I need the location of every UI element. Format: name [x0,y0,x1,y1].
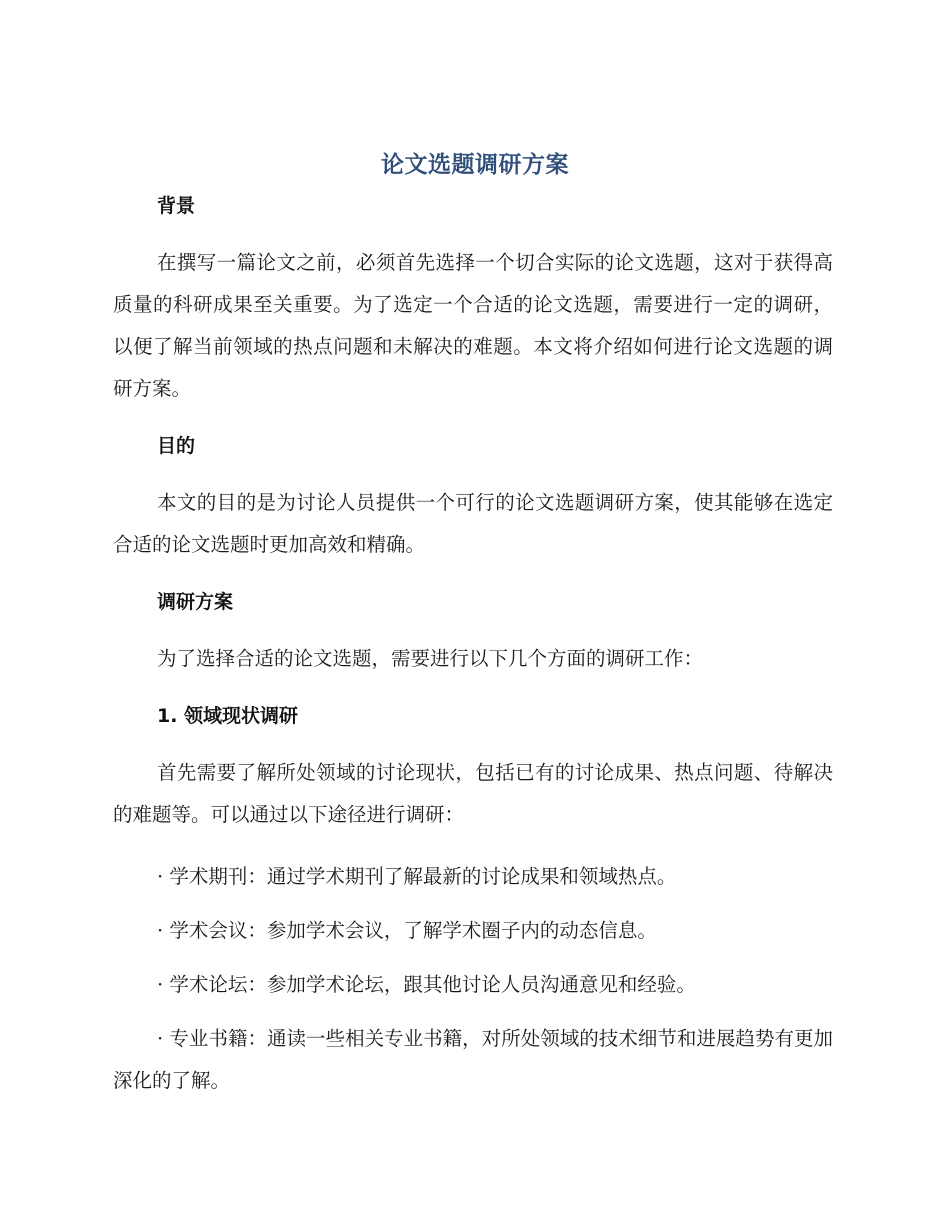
paragraph-background: 在撰写一篇论文之前，必须首先选择一个切合实际的论文选题，这对于获得高质量的科研成果至关重要。为了选定一个合适的论文选题，需要进行一定的调研，以便了解当前领域的热点问题和未解决的难题。本文将介绍如何进行论文选题的调研方案。 [113,251,833,400]
heading-purpose: 目的 [157,435,196,457]
document-title: 论文选题调研方案 [381,152,569,178]
paragraph-purpose: 本文的目的是为讨论人员提供一个可行的论文选题调研方案，使其能够在选定合适的论文选题时更加高效和精确。 [113,491,833,556]
bullet-item-journals: · 学术期刊：通过学术期刊了解最新的讨论成果和领域热点。 [157,865,677,888]
heading-field-status: 1. 领域现状调研 [157,705,299,727]
bullet-item-books: · 专业书籍：通读一些相关专业书籍，对所处领域的技术细节和进展趋势有更加深化的了解。 [113,1027,833,1092]
paragraph-plan: 为了选择合适的论文选题，需要进行以下几个方面的调研工作： [157,647,704,670]
bullet-item-forums: · 学术论坛：参加学术论坛，跟其他讨论人员沟通意见和经验。 [157,973,696,996]
document-body [113,190,833,1114]
paragraph-field-status: 首先需要了解所处领域的讨论现状，包括已有的讨论成果、热点问题、待解决的难题等。可以通过以下途径进行调研： [113,761,833,826]
heading-background: 背景 [157,195,196,217]
heading-plan: 调研方案 [157,591,234,613]
bullet-item-conferences: · 学术会议：参加学术会议，了解学术圈子内的动态信息。 [157,919,657,942]
